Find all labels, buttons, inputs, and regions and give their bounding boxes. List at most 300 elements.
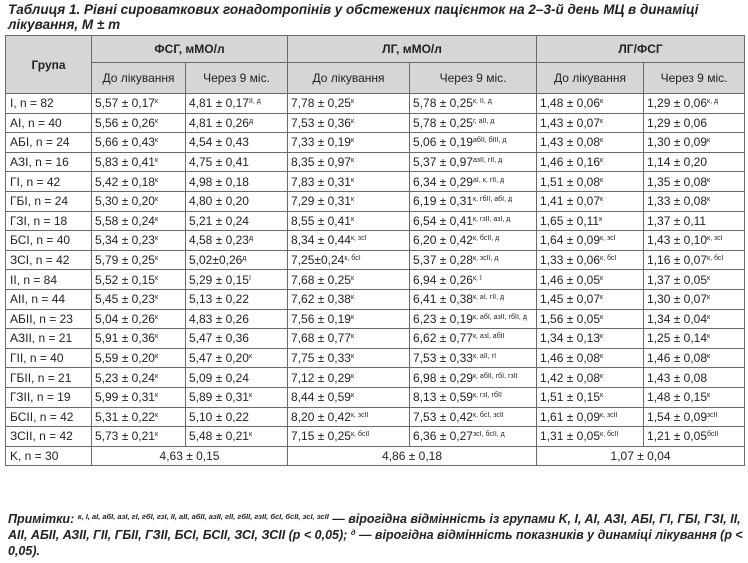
significance-marker: к: [350, 294, 355, 302]
cell-value: 7,33 ± 0,19: [291, 135, 351, 150]
value-cell: [644, 211, 745, 231]
table-row: [6, 329, 745, 349]
value-cell: [644, 348, 745, 368]
cell-value: 5,66 ± 0,43: [95, 135, 155, 150]
cell-value: 1,51 ± 0,08: [540, 174, 600, 189]
table-row: [6, 231, 745, 251]
cell-value: 1,43 ± 0,08: [540, 135, 600, 150]
cell-value: 1,21 ± 0,05: [647, 429, 707, 444]
value-cell: [410, 152, 537, 172]
table-row: [6, 250, 745, 270]
cell-value: 7,25±0,24: [291, 253, 345, 268]
cell-value: 1,42 ± 0,08: [540, 370, 600, 385]
significance-marker: к, бсІІ, д: [472, 235, 500, 243]
significance-marker: к: [154, 392, 159, 400]
cell-value: 1,41 ± 0,07: [540, 194, 600, 209]
significance-marker: к: [600, 274, 604, 282]
value-cell: [410, 211, 537, 231]
significance-marker: к, І: [472, 274, 482, 282]
significance-marker: к, зсІІ: [600, 411, 618, 419]
value-cell: [537, 133, 644, 153]
cell-value: 1,16 ± 0,07: [647, 253, 707, 268]
significance-marker: к: [600, 294, 604, 302]
significance-marker: к: [350, 176, 355, 184]
significance-marker: к: [248, 392, 253, 400]
cell-value: 5,13 ± 0,22: [189, 292, 249, 307]
group-cell: ЗСI, n = 42: [6, 250, 92, 270]
table-row: [6, 270, 745, 290]
cell-value: 5,57 ± 0,17: [95, 96, 155, 111]
value-cell: [186, 250, 288, 270]
value-cell: [288, 387, 410, 407]
value-cell: [186, 329, 288, 349]
cell-value: 1,30 ± 0,09: [647, 135, 707, 150]
cell-value: 1,37 ± 0,05: [647, 272, 707, 287]
significance-marker: к: [154, 157, 159, 165]
significance-marker: к: [248, 431, 253, 439]
cell-value: 1,46 ± 0,08: [647, 351, 707, 366]
value-cell: [410, 289, 537, 309]
value-cell: [537, 309, 644, 329]
cell-value: 5,21 ± 0,24: [189, 213, 249, 228]
cell-value: 7,15 ± 0,25: [291, 429, 351, 444]
cell-value: 5,52 ± 0,15: [95, 272, 155, 287]
significance-marker: к: [600, 353, 604, 361]
significance-marker: к: [350, 196, 355, 204]
value-cell: [186, 309, 288, 329]
value-cell: [92, 152, 186, 172]
value-cell: [186, 172, 288, 192]
value-cell: [92, 368, 186, 388]
cell-value: 6,20 ± 0,42: [413, 233, 473, 248]
cell-value: 5,47 ± 0,36: [189, 331, 249, 346]
value-cell: [537, 94, 644, 114]
cell-value: 6,98 ± 0,29: [413, 370, 473, 385]
table-body: [6, 94, 745, 466]
cell-value: 8,44 ± 0,59: [291, 390, 351, 405]
cell-value: 5,73 ± 0,21: [95, 429, 155, 444]
significance-marker: бсІІ: [707, 431, 719, 439]
value-cell: [92, 329, 186, 349]
value-cell: [186, 152, 288, 172]
lh-header: ЛГ, мМО/л: [288, 36, 537, 63]
value-cell: [410, 270, 537, 290]
significance-marker: к: [600, 333, 604, 341]
value-cell: [186, 368, 288, 388]
value-cell: [92, 231, 186, 251]
value-cell: [186, 191, 288, 211]
significance-marker: к, бсІ: [600, 255, 617, 263]
significance-marker: к: [154, 411, 159, 419]
significance-marker: к: [350, 333, 355, 341]
cell-value: 5,47 ± 0,20: [189, 351, 249, 366]
control-value-cell: 1,07 ± 0,04: [537, 446, 745, 466]
value-cell: [644, 152, 745, 172]
significance-marker: к, абІ, азІІ, гбІІ, д: [472, 313, 527, 321]
table-row: [6, 172, 745, 192]
cell-value: 1,33 ± 0,08: [647, 194, 707, 209]
table-row: [6, 387, 745, 407]
value-cell: [644, 309, 745, 329]
value-cell: [186, 270, 288, 290]
value-cell: [410, 368, 537, 388]
value-cell: [186, 133, 288, 153]
value-cell: [644, 172, 745, 192]
value-cell: [186, 427, 288, 447]
ratio-after-header: Через 9 міс.: [644, 63, 745, 94]
significance-marker: к, зсІ: [707, 235, 723, 243]
cell-value: 5,37 ± 0,28: [413, 253, 473, 268]
significance-marker: к: [350, 353, 355, 361]
significance-marker: к, зсІІ, д: [472, 255, 499, 263]
value-cell: [186, 113, 288, 133]
value-cell: [92, 113, 186, 133]
cell-value: 1,29 ± 0,06: [647, 115, 707, 130]
cell-value: 1,30 ± 0,07: [647, 292, 707, 307]
significance-marker: к, бсІІ: [350, 431, 370, 439]
significance-marker: к: [707, 176, 711, 184]
value-cell: [186, 211, 288, 231]
significance-marker: к, гбІІ, абІ, д: [472, 196, 513, 204]
cell-value: 5,79 ± 0,25: [95, 253, 155, 268]
cell-value: 5,78 ± 0,25: [413, 96, 473, 111]
significance-marker: к, азІ, абІІ: [472, 333, 505, 341]
lh-fsh-ratio-header: ЛГ/ФСГ: [537, 36, 745, 63]
control-row: [6, 446, 745, 466]
significance-marker: к: [350, 392, 355, 400]
value-cell: [288, 250, 410, 270]
group-cell: АЗI, n = 16: [6, 152, 92, 172]
table-row: [6, 152, 745, 172]
cell-value: 5,59 ± 0,20: [95, 351, 155, 366]
group-cell: ГБII, n = 21: [6, 368, 92, 388]
value-cell: [410, 133, 537, 153]
value-cell: [92, 191, 186, 211]
cell-value: 1,43 ± 0,10: [647, 233, 707, 248]
cell-value: 8,13 ± 0,59: [413, 390, 473, 405]
value-cell: [92, 94, 186, 114]
cell-value: 1,25 ± 0,14: [647, 331, 707, 346]
significance-marker: к: [350, 215, 355, 223]
value-cell: [537, 250, 644, 270]
value-cell: [186, 387, 288, 407]
significance-marker: к: [600, 313, 604, 321]
table-row: [6, 191, 745, 211]
cell-value: 5,34 ± 0,23: [95, 233, 155, 248]
cell-value: 7,83 ± 0,31: [291, 174, 351, 189]
cell-value: 1,31 ± 0,05: [540, 429, 600, 444]
table-row: [6, 94, 745, 114]
value-cell: [537, 407, 644, 427]
value-cell: [537, 113, 644, 133]
value-cell: [288, 133, 410, 153]
cell-value: 5,58 ± 0,24: [95, 213, 155, 228]
cell-value: 7,78 ± 0,25: [291, 96, 351, 111]
cell-value: 5,89 ± 0,31: [189, 390, 249, 405]
control-value-cell: 4,86 ± 0,18: [288, 446, 537, 466]
cell-value: 5,29 ± 0,15: [189, 272, 249, 287]
value-cell: [644, 191, 745, 211]
cell-value: 1,48 ± 0,06: [540, 96, 600, 111]
cell-value: 5,10 ± 0,22: [189, 409, 249, 424]
value-cell: [537, 270, 644, 290]
group-cell: АЗII, n = 21: [6, 329, 92, 349]
significance-marker: к: [154, 215, 159, 223]
value-cell: [644, 94, 745, 114]
value-cell: [288, 172, 410, 192]
significance-marker: к: [350, 117, 355, 125]
table-row: [6, 289, 745, 309]
cell-value: 5,45 ± 0,23: [95, 292, 155, 307]
significance-marker: к: [600, 372, 604, 380]
table-row: [6, 211, 745, 231]
significance-marker: к: [350, 157, 355, 165]
group-cell: AI, n = 40: [6, 113, 92, 133]
value-cell: [186, 348, 288, 368]
significance-marker: к: [154, 98, 159, 106]
value-cell: [537, 387, 644, 407]
group-cell: AII, n = 44: [6, 289, 92, 309]
value-cell: [288, 191, 410, 211]
significance-marker: к, ІІ, д: [472, 98, 492, 106]
value-cell: [644, 329, 745, 349]
value-cell: [410, 231, 537, 251]
group-cell: ГI, n = 42: [6, 172, 92, 192]
value-cell: [537, 172, 644, 192]
table-row: [6, 309, 745, 329]
significance-marker: к: [707, 333, 711, 341]
significance-marker: к, зсІІ: [350, 411, 369, 419]
notes-label: Примітки:: [8, 512, 75, 526]
table-row: [6, 368, 745, 388]
significance-marker: к, зсІ: [600, 235, 616, 243]
significance-marker: зсІІ: [707, 411, 718, 419]
cell-value: 5,83 ± 0,41: [95, 155, 155, 170]
significance-marker: к: [600, 176, 604, 184]
cell-value: 7,75 ± 0,33: [291, 351, 351, 366]
ratio-before-header: До лікування: [537, 63, 644, 94]
group-cell: БСI, n = 40: [6, 231, 92, 251]
significance-marker: зсІ, бсІІ, д: [472, 431, 505, 439]
value-cell: [288, 289, 410, 309]
notes-text-significance: — вірогідна відмінність із групами K, I, AI, АЗI, АБI, ГI, ГБI, ГЗI, II, AII, АБII, АЗII, ГII, ГБII, ГЗII, БСI, БСII, ЗСI, ЗСII (p < 0,05);: [8, 512, 741, 542]
value-cell: [288, 309, 410, 329]
value-cell: [644, 407, 745, 427]
cell-value: 1,33 ± 0,06: [540, 253, 600, 268]
value-cell: [537, 289, 644, 309]
cell-value: 8,20 ± 0,42: [291, 409, 351, 424]
cell-value: 8,35 ± 0,97: [291, 155, 351, 170]
value-cell: [288, 329, 410, 349]
cell-value: 1,46 ± 0,16: [540, 155, 600, 170]
significance-marker: к: [154, 137, 159, 145]
group-cell: ЗСII, n = 42: [6, 427, 92, 447]
value-cell: [410, 427, 537, 447]
significance-marker: к: [154, 117, 159, 125]
value-cell: [537, 152, 644, 172]
cell-value: 5,78 ± 0,25: [413, 115, 473, 130]
cell-value: 8,55 ± 0,41: [291, 213, 351, 228]
gonadotropin-table: [5, 35, 745, 466]
cell-value: 1,54 ± 0,09: [647, 409, 707, 424]
significance-marker: к: [707, 313, 711, 321]
value-cell: [410, 172, 537, 192]
value-cell: [644, 133, 745, 153]
cell-value: 1,64 ± 0,09: [540, 233, 600, 248]
value-cell: [92, 309, 186, 329]
significance-marker: к: [707, 294, 711, 302]
cell-value: 5,99 ± 0,31: [95, 390, 155, 405]
fsh-header: ФСГ, мМО/л: [92, 36, 288, 63]
cell-value: 1,34 ± 0,13: [540, 331, 600, 346]
value-cell: [644, 113, 745, 133]
value-cell: [288, 270, 410, 290]
significance-marker: к: [350, 137, 355, 145]
cell-value: 1,46 ± 0,05: [540, 272, 600, 287]
significance-marker: к: [154, 294, 159, 302]
significance-marker: к: [600, 392, 604, 400]
value-cell: [410, 250, 537, 270]
table-row: [6, 133, 745, 153]
cell-value: 5,09 ± 0,24: [189, 370, 249, 385]
value-cell: [410, 407, 537, 427]
value-cell: [92, 172, 186, 192]
significance-marker: к: [707, 196, 711, 204]
cell-value: 1,51 ± 0,15: [540, 390, 600, 405]
significance-marker: азІІ, гІІ, д: [472, 157, 503, 165]
cell-value: 1,29 ± 0,06: [647, 96, 707, 111]
group-cell: ГЗII, n = 19: [6, 387, 92, 407]
cell-value: 5,37 ± 0,97: [413, 155, 473, 170]
significance-marker: к: [154, 333, 159, 341]
value-cell: [410, 309, 537, 329]
cell-value: 1,46 ± 0,08: [540, 351, 600, 366]
value-cell: [92, 270, 186, 290]
value-cell: [537, 231, 644, 251]
cell-value: 8,34 ± 0,44: [291, 233, 351, 248]
cell-value: 5,23 ± 0,24: [95, 370, 155, 385]
significance-marker: д: [248, 235, 254, 243]
significance-marker: к: [707, 353, 711, 361]
value-cell: [288, 152, 410, 172]
value-cell: [537, 191, 644, 211]
value-cell: [644, 289, 745, 309]
value-cell: [288, 113, 410, 133]
cell-value: 1,35 ± 0,08: [647, 174, 707, 189]
significance-marker: к: [154, 274, 159, 282]
cell-value: 4,98 ± 0,18: [189, 174, 249, 189]
cell-value: 5,91 ± 0,36: [95, 331, 155, 346]
value-cell: [410, 191, 537, 211]
cell-value: 5,56 ± 0,26: [95, 115, 155, 130]
group-cell: АБI, n = 24: [6, 133, 92, 153]
value-cell: [288, 231, 410, 251]
significance-marker: к, аІ, гІІ, д: [472, 294, 505, 302]
significance-marker: к: [600, 196, 604, 204]
significance-marker: к: [600, 98, 604, 106]
value-cell: [537, 368, 644, 388]
cell-value: 5,42 ± 0,18: [95, 174, 155, 189]
group-cell: БСII, n = 42: [6, 407, 92, 427]
significance-marker: г, аІІ, д: [472, 117, 495, 125]
value-cell: [92, 289, 186, 309]
cell-value: 4,54 ± 0,43: [189, 135, 249, 150]
significance-marker: к, бсІІ: [600, 431, 619, 439]
value-cell: [537, 211, 644, 231]
group-cell: АБII, n = 23: [6, 309, 92, 329]
notes-text-dynamics: — вірогідна відмінність показників у динаміці лікування (p < 0,05).: [8, 528, 743, 558]
cell-value: 6,19 ± 0,31: [413, 194, 473, 209]
cell-value: 7,53 ± 0,36: [291, 115, 351, 130]
value-cell: [537, 329, 644, 349]
cell-value: 1,65 ± 0,11: [540, 213, 600, 228]
significance-marker: к: [599, 215, 603, 223]
table-row: [6, 348, 745, 368]
cell-value: 6,36 ± 0,27: [413, 429, 473, 444]
value-cell: [644, 368, 745, 388]
cell-value: 1,45 ± 0,07: [540, 292, 600, 307]
significance-marker: к, бсІ: [707, 255, 724, 263]
value-cell: [537, 348, 644, 368]
value-cell: [92, 133, 186, 153]
value-cell: [92, 387, 186, 407]
group-column-header: Група: [6, 36, 92, 94]
cell-value: 6,23 ± 0,19: [413, 311, 473, 326]
significance-marker: абІІ, бІІІ, д: [472, 137, 507, 145]
value-cell: [288, 211, 410, 231]
cell-value: 6,54 ± 0,41: [413, 213, 473, 228]
cell-value: 1,14 ± 0,20: [647, 155, 707, 170]
cell-value: 4,58 ± 0,23: [189, 233, 249, 248]
group-cell: K, n = 30: [6, 446, 92, 466]
control-value-cell: 4,63 ± 0,15: [92, 446, 288, 466]
cell-value: 5,48 ± 0,21: [189, 429, 249, 444]
significance-marker: к, гзІІ, азІ, д: [472, 215, 511, 223]
cell-value: 4,83 ± 0,26: [189, 311, 249, 326]
significance-marker: к: [154, 255, 159, 263]
value-cell: [288, 407, 410, 427]
table-row: [6, 113, 745, 133]
cell-value: 1,43 ± 0,07: [540, 115, 600, 130]
fsh-after-header: Через 9 міс.: [186, 63, 288, 94]
cell-value: 4,75 ± 0,41: [189, 155, 249, 170]
cell-value: 5,06 ± 0,19: [413, 135, 473, 150]
significance-marker: к: [154, 372, 159, 380]
value-cell: [288, 368, 410, 388]
cell-value: 7,53 ± 0,33: [413, 351, 473, 366]
table-row: [6, 407, 745, 427]
cell-value: 7,68 ± 0,77: [291, 331, 351, 346]
value-cell: [644, 231, 745, 251]
group-cell: ГII, n = 40: [6, 348, 92, 368]
value-cell: [92, 407, 186, 427]
cell-value: 7,12 ± 0,29: [291, 370, 351, 385]
value-cell: [644, 270, 745, 290]
cell-value: 6,62 ± 0,77: [413, 331, 473, 346]
significance-marker: к: [154, 313, 159, 321]
cell-value: 1,48 ± 0,15: [647, 390, 707, 405]
cell-value: 1,34 ± 0,04: [647, 311, 707, 326]
notes-superscript-list: к, І, аІ, абІ, азІ, гІ, гбІ, гзІ, ІІ, аІІ, абІІ, азІІ, гІІ, гбІІ, гзІІ, бсІ, бсІІ, зсІ, зсІІ: [77, 512, 329, 521]
significance-marker: к: [707, 392, 711, 400]
significance-marker: к: [154, 353, 159, 361]
cell-value: 7,68 ± 0,25: [291, 272, 351, 287]
cell-value: 5,04 ± 0,26: [95, 311, 155, 326]
value-cell: [410, 387, 537, 407]
cell-value: 7,62 ± 0,38: [291, 292, 351, 307]
cell-value: 5,31 ± 0,22: [95, 409, 155, 424]
significance-marker: к: [600, 137, 604, 145]
